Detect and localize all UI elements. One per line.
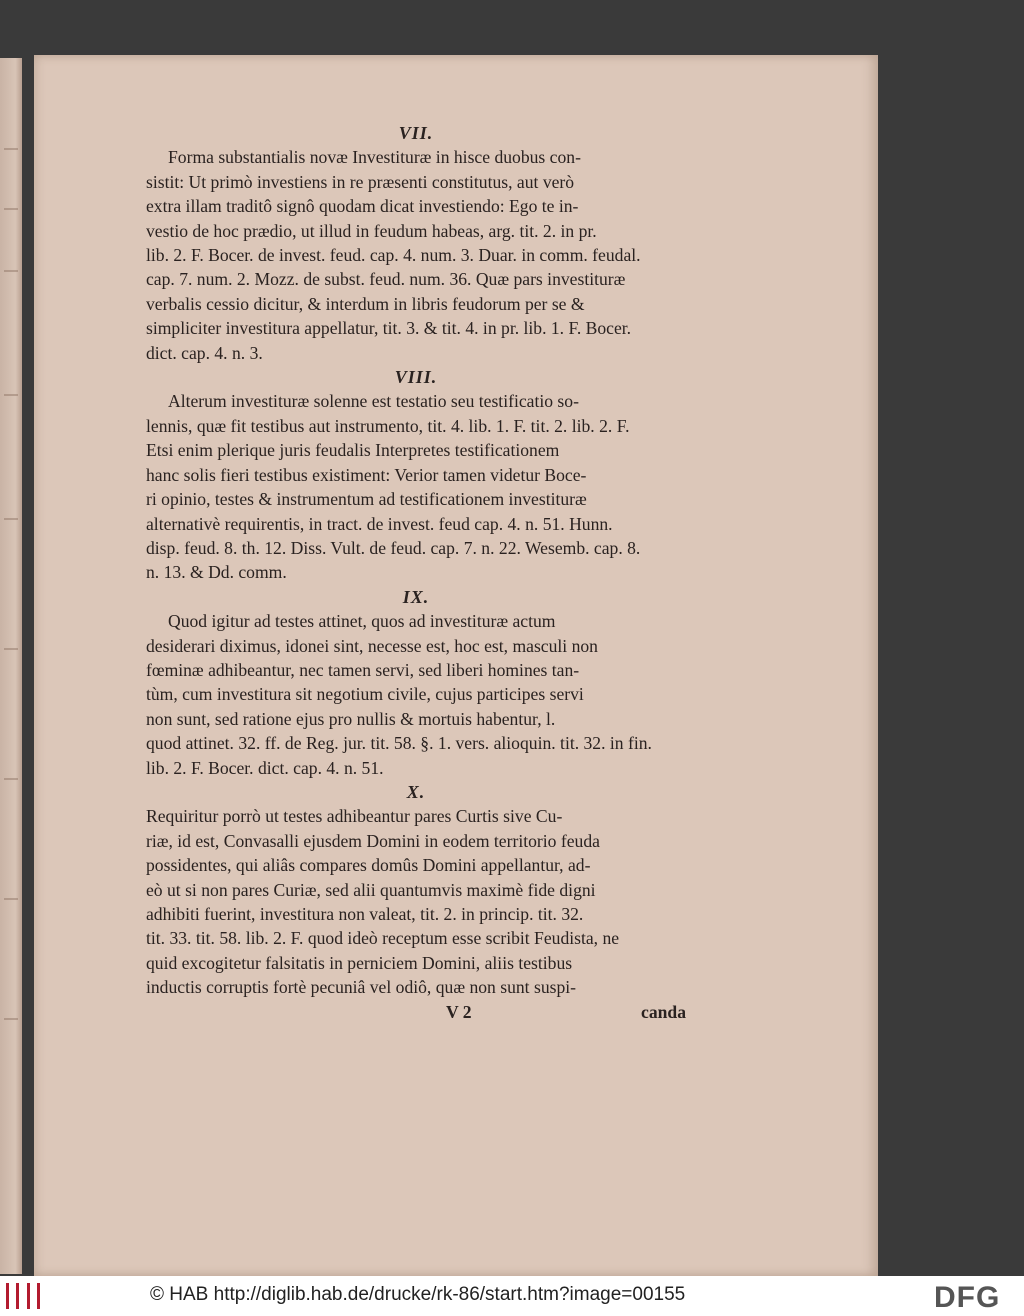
text-line: disp. feud. 8. th. 12. Diss. Vult. de feud. cap. 7. n. 22. Wesemb. cap. 8. <box>146 537 641 558</box>
section-x <box>146 780 686 1000</box>
section-heading: IX. <box>402 586 430 607</box>
text-line: Quod igitur ad testes attinet, quos ad investituræ actum <box>168 611 556 632</box>
section-vii <box>146 121 686 365</box>
text-line: hanc solis fieri testibus existiment: Verior tamen videtur Boce- <box>146 464 587 485</box>
text-line: ri opinio, testes & instrumentum ad testificationem investituræ <box>146 489 587 510</box>
signature-mark: V 2 <box>446 1001 472 1022</box>
text-line: alternativè requirentis, in tract. de invest. feud cap. 4. n. 51. Hunn. <box>146 513 613 534</box>
catchword: canda <box>641 1001 686 1022</box>
text-line: inductis corruptis fortè pecuniâ vel odiô, quæ non sunt suspi- <box>146 977 577 998</box>
text-line: cap. 7. num. 2. Mozz. de subst. feud. num. 36. Quæ pars investituræ <box>146 269 626 290</box>
text-line: adhibiti fuerint, investitura non valeat, tit. 2. in princip. tit. 32. <box>146 904 584 924</box>
copyright-link[interactable]: © HAB http://diglib.hab.de/drucke/rk-86/start.htm?image=00155 <box>150 1284 686 1305</box>
text-line: Etsi enim plerique juris feudalis Interpretes testificationem <box>146 440 560 461</box>
text-line: tit. 33. tit. 58. lib. 2. F. quod ideò receptum esse scribit Feudista, ne <box>146 928 620 949</box>
text-line: sistit: Ut primò investiens in re præsenti constitutus, aut verò <box>146 171 575 192</box>
attribution-bar <box>0 1276 1024 1316</box>
book-page <box>34 55 878 1276</box>
dfg-logo: DFG <box>934 1281 1001 1314</box>
hab-barcode-logo-icon <box>6 1283 40 1309</box>
text-line: Alterum investituræ solenne est testatio seu testificatio so- <box>168 391 579 412</box>
text-line: quod attinet. 32. ff. de Reg. jur. tit. 58. §. 1. vers. alioquin. tit. 32. in fin. <box>146 733 652 754</box>
text-line: verbalis cessio dicitur, & interdum in libris feudorum per se & <box>146 293 585 314</box>
text-line: non sunt, sed ratione ejus pro nullis & mortuis habentur, l. <box>146 708 556 729</box>
text-line: n. 13. & Dd. comm. <box>146 562 287 583</box>
text-line: quid excogitetur falsitatis in perniciem Domini, aliis testibus <box>146 952 573 973</box>
text-line: riæ, id est, Convasalli ejusdem Domini in eodem territorio feuda <box>146 830 600 851</box>
page-text <box>146 121 686 1024</box>
text-line: desiderari diximus, idonei sint, necesse est, hoc est, masculi non <box>146 635 598 656</box>
text-line: simpliciter investitura appellatur, tit. 3. & tit. 4. in pr. lib. 1. F. Bocer. <box>146 318 632 339</box>
page-footer <box>146 1000 686 1024</box>
section-heading: X. <box>406 781 426 802</box>
text-line: lib. 2. F. Bocer. dict. cap. 4. n. 51. <box>146 757 384 778</box>
previous-page-edge <box>0 58 22 1274</box>
text-line: lib. 2. F. Bocer. de invest. feud. cap. 4. num. 3. Duar. in comm. feudal. <box>146 245 641 266</box>
text-line: Forma substantialis novæ Investituræ in hisce duobus con- <box>168 147 581 168</box>
text-line: vestio de hoc prædio, ut illud in feudum habeas, arg. tit. 2. in pr. <box>146 220 597 241</box>
text-line: Requiritur porrò ut testes adhibeantur pares Curtis sive Cu- <box>146 806 563 827</box>
section-viii <box>146 365 686 585</box>
text-line: dict. cap. 4. n. 3. <box>146 342 263 363</box>
text-line: extra illam traditô signô quodam dicat investiendo: Ego te in- <box>146 196 579 217</box>
section-heading: VIII. <box>394 367 438 388</box>
text-line: possidentes, qui aliâs compares domûs Domini appellantur, ad- <box>146 855 591 876</box>
text-line: eò ut si non pares Curiæ, sed alii quantumvis maximè fide digni <box>146 879 596 900</box>
section-ix <box>146 585 686 780</box>
section-heading: VII. <box>398 123 434 143</box>
text-line: lennis, quæ fit testibus aut instrumento, tit. 4. lib. 1. F. tit. 2. lib. 2. F. <box>146 415 630 436</box>
text-line: fœminæ adhibeantur, nec tamen servi, sed liberi homines tan- <box>146 659 580 680</box>
text-line: tùm, cum investitura sit negotium civile, cujus participes servi <box>146 684 584 705</box>
